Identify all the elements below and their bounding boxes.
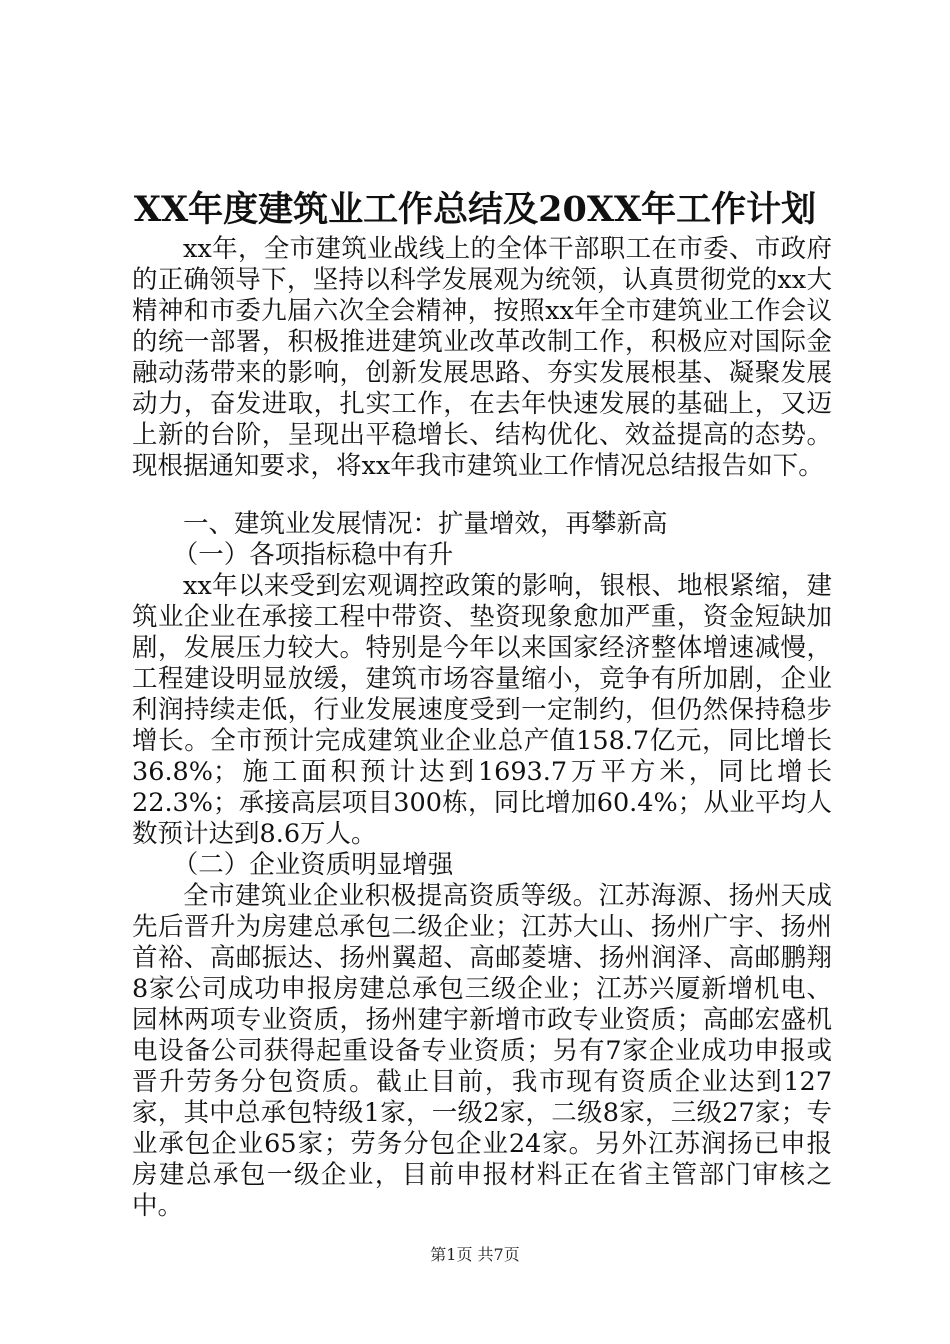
page-footer: 第1页 共7页 [430,1245,520,1264]
section-one [132,509,832,1222]
intro-section [132,234,832,482]
subsection-heading-2: （二）企业资质明显增强 [172,850,454,880]
subsection-body-1: xx年以来受到宏观调控政策的影响，银根、地根紧缩，建筑业企业在承接工程中带资、垫资现象愈加严重，资金短缺加剧，发展压力较大。特别是今年以来国家经济整体增速减慢，工程建设明显放缓，建筑市场容量缩小，竞争有所加剧，企业利润持续走低，行业发展速度受到一定制约，但仍然保持稳步增长。全市预计完成建筑业企业总产值158.7亿元，同比增长36.8%；施工面积预计达到1693.7万平方米，同比增长22.3%；承接高层项目300栋，同比增加60.4%；从业平均人数预计达到8.6万人。 [132,571,832,849]
document-title: XX年度建筑业工作总结及20XX年工作计划 [133,189,817,230]
section-heading: 一、建筑业发展情况：扩量增效，再攀新高 [183,509,668,539]
subsection-heading-1: （一）各项指标稳中有升 [172,540,454,570]
intro-paragraph: xx年，全市建筑业战线上的全体干部职工在市委、市政府的正确领导下，坚持以科学发展观为统领，认真贯彻党的xx大精神和市委九届六次全会精神，按照xx年全市建筑业工作会议的统一部署，积极推进建筑业改革改制工作，积极应对国际金融动荡带来的影响，创新发展思路、夯实发展根基、凝聚发展动力，奋发进取，扎实工作，在去年快速发展的基础上，又迈上新的台阶，呈现出平稳增长、结构优化、效益提高的态势。现根据通知要求，将xx年我市建筑业工作情况总结报告如下。 [132,234,832,481]
subsection-body-2: 全市建筑业企业积极提高资质等级。江苏海源、扬州天成先后晋升为房建总承包二级企业；江苏大山、扬州广宇、扬州首裕、高邮振达、扬州翼超、高邮菱塘、扬州润泽、高邮鹏翔8家公司成功申报房建总承包三级企业；江苏兴厦新增机电、园林两项专业资质，扬州建宇新增市政专业资质；高邮宏盛机电设备公司获得起重设备专业资质；另有7家企业成功申报或晋升劳务分包资质。截止目前，我市现有资质企业达到127家，其中总承包特级1家，一级2家，二级8家，三级27家；专业承包企业65家；劳务分包企业24家。另外江苏润扬已申报房建总承包一级企业，目前申报材料正在省主管部门审核之中。 [132,881,832,1221]
